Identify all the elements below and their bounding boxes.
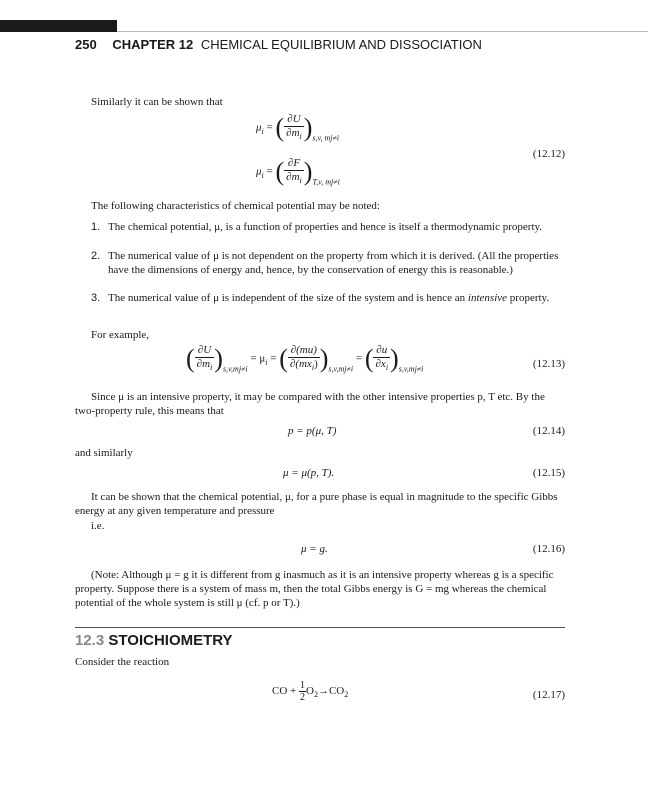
chapter-title: CHEMICAL EQUILIBRIUM AND DISSOCIATION — [200, 37, 482, 52]
section-number: 12.3 — [75, 632, 105, 649]
equation-number-12-15: (12.15) — [532, 467, 565, 479]
equation-number-12-16: (12.16) — [532, 543, 565, 555]
paragraph-ie: i.e. — [91, 520, 105, 532]
header-bar — [0, 20, 117, 32]
chapter-label: CHAPTER 12 — [112, 37, 194, 52]
equation-12-14: p = p(μ, T) — [288, 425, 337, 437]
list-item: 2. The numerical value of μ is not dependent on the property from which it is derived. (All the properties have the dimensions of energy and, hence, by the conservation of energy this is reasonable.) — [91, 250, 559, 276]
paragraph-characteristics: The following characteristics of chemical potential may be noted: — [91, 200, 380, 212]
paragraph-consider: Consider the reaction — [75, 656, 170, 668]
paragraph-since: Since μ is an intensive property, it may be compared with the other intensive properties p, T etc. By the two-property rule, this means that — [75, 391, 545, 417]
section-heading — [75, 632, 233, 649]
equation-number-12-13: (12.13) — [532, 358, 565, 370]
running-header — [75, 37, 482, 52]
paragraph-similarly: Similarly it can be shown that — [91, 96, 223, 108]
equation-12-12-line2: $\mu_i$ = ( $\frac{\partial F}{\partial m_i}$ )$_{T,v, mj\ne i}$ — [256, 157, 340, 187]
equation-12-12-line1: $\mu_i$ = ( $\frac{\partial U}{\partial m_i}$ )$_{s,v, mj\ne i}$ — [256, 113, 340, 143]
page-number: 250 — [75, 37, 97, 52]
equation-12-13: ( $\frac{\partial U}{\partial m_i}$ )$_{s,v,mj\ne i} = \mu_i$ = ( $\frac{\partial(mu)}{\partial(mx_i)}$ )$_{s,v,mj\ne i}$ = ( $\frac{\partial u}{\partial x_i}$ )$_{s,v,mj\ne i}$ — [186, 344, 424, 374]
paragraph-for-example: For example, — [91, 329, 150, 341]
section-title: STOICHIOMETRY — [108, 632, 233, 649]
paragraph-note: (Note: Although μ = g it is different from g inasmuch as it is an intensive property whereas g is a specific property. Suppose there is a system of mass m, then the total Gibbs energy is G = mg whereas the chemical potential of the whole system is still μ (cf. p or T).) — [75, 569, 554, 609]
paragraph-and-similarly: and similarly — [75, 447, 133, 459]
equation-number-12-17: (12.17) — [532, 689, 565, 701]
list-item: 1. The chemical potential, μ, is a function of properties and hence is itself a thermodynamic property. — [91, 221, 543, 233]
header-rule — [117, 31, 648, 32]
paragraph-gibbs: It can be shown that the chemical potential, μ, for a pure phase is equal in magnitude to the specific Gibbs energy at any given temperature and pressure — [75, 491, 558, 517]
equation-12-15: μ = μ(p, T). — [283, 467, 335, 479]
equation-number-12-12: (12.12) — [532, 148, 565, 160]
equation-number-12-14: (12.14) — [532, 425, 565, 437]
equation-12-17: CO + $\frac{1}{2}$ $O_2\to CO_2$ — [272, 680, 349, 703]
equation-12-16: μ = g. — [301, 543, 328, 555]
list-item: 3. The numerical value of μ is independent of the size of the system and is hence an intensive property. — [91, 292, 550, 304]
section-rule — [75, 627, 565, 628]
